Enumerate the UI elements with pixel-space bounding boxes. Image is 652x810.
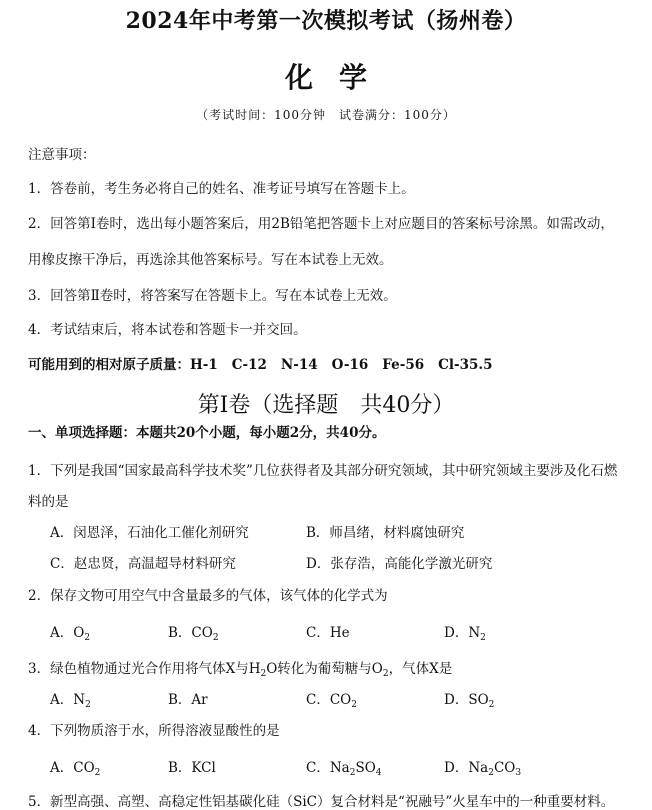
notice-item-2-cont: 用橡皮擦干净后，再选涂其他答案标号。写在本试卷上无效。 bbox=[28, 252, 393, 268]
q3-option-c: C．$CO_2$ bbox=[306, 692, 357, 710]
q1-option-c: C．赵忠贤，高温超导材料研究 bbox=[50, 556, 236, 572]
q5-stem: 5．新型高强、高塑、高稳定性铝基碳化硅（SiC）复合材料是“祝融号”火星车中的一种重要材料。 bbox=[28, 794, 615, 810]
q1-option-a: A．闵恩泽，石油化工催化剂研究 bbox=[50, 525, 249, 541]
notice-item-2: 2．回答第Ⅰ卷时，选出每小题答案后，用2B铅笔把答题卡上对应题目的答案标号涂黑。如需改动， bbox=[28, 216, 614, 232]
q2-option-d: D．$N_2$ bbox=[444, 625, 486, 643]
mass-n: N-14 bbox=[280, 357, 318, 373]
q3-option-d: D．$SO_2$ bbox=[444, 692, 495, 710]
q4-option-d: D．$Na_2CO_3$ bbox=[444, 760, 522, 778]
q3-option-a: A．$N_2$ bbox=[50, 692, 91, 710]
notice-item-1: 1．答卷前，考生务必将自己的姓名、准考证号填写在答题卡上。 bbox=[28, 181, 415, 197]
q3-option-b: B．Ar bbox=[168, 692, 208, 708]
mass-c: C-12 bbox=[231, 357, 267, 373]
mass-cl: Cl-35.5 bbox=[438, 357, 493, 373]
part1-instructions: 一、单项选择题：本题共20个小题，每小题2分，共40分。 bbox=[28, 425, 386, 441]
atomic-masses-label: 可能用到的相对原子质量： bbox=[28, 357, 190, 373]
notices-heading: 注意事项： bbox=[28, 147, 96, 163]
q4-option-c: C．$Na_2SO_4$ bbox=[306, 760, 382, 778]
q1-stem-line2: 料的是 bbox=[28, 494, 69, 510]
q2-option-a: A．$O_2$ bbox=[50, 625, 91, 643]
mass-fe: Fe-56 bbox=[382, 357, 425, 373]
q4-option-b: B．KCl bbox=[168, 760, 216, 776]
q1-option-d: D．张存浩，高能化学激光研究 bbox=[306, 556, 493, 572]
part1-heading: 第Ⅰ卷（选择题 共40分） bbox=[197, 393, 455, 418]
subject-title: 化学 bbox=[284, 61, 393, 94]
q2-option-c: C．He bbox=[306, 625, 350, 641]
q4-option-a: A．$CO_2$ bbox=[50, 760, 101, 778]
notice-item-4: 4．考试结束后，将本试卷和答题卡一并交回。 bbox=[28, 322, 307, 338]
exam-title: 2024年中考第一次模拟考试（扬州卷） bbox=[125, 8, 527, 34]
q1-option-b: B．师昌绪，材料腐蚀研究 bbox=[306, 525, 465, 541]
q4-stem: 4．下列物质溶于水，所得溶液显酸性的是 bbox=[28, 723, 280, 739]
q3-stem: 3．绿色植物通过光合作用将气体X与$H_2O$转化为葡萄糖与$O_2$，气体X是 bbox=[28, 661, 453, 679]
mass-o: O-16 bbox=[331, 357, 369, 373]
notice-item-3: 3．回答第Ⅱ卷时，将答案写在答题卡上。写在本试卷上无效。 bbox=[28, 288, 397, 304]
atomic-masses bbox=[28, 353, 506, 373]
q1-stem-line1: 1．下列是我国“国家最高科学技术奖”几位获得者及其部分研究领域，其中研究领域主要涉及化石燃 bbox=[28, 463, 618, 479]
q2-option-b: B．$CO_2$ bbox=[168, 625, 219, 643]
q2-stem: 2．保存文物可用空气中含量最多的气体，该气体的化学式为 bbox=[28, 588, 388, 604]
exam-meta: （考试时间：100分钟 试卷满分：100分） bbox=[196, 108, 456, 122]
mass-h: H-1 bbox=[190, 357, 218, 373]
